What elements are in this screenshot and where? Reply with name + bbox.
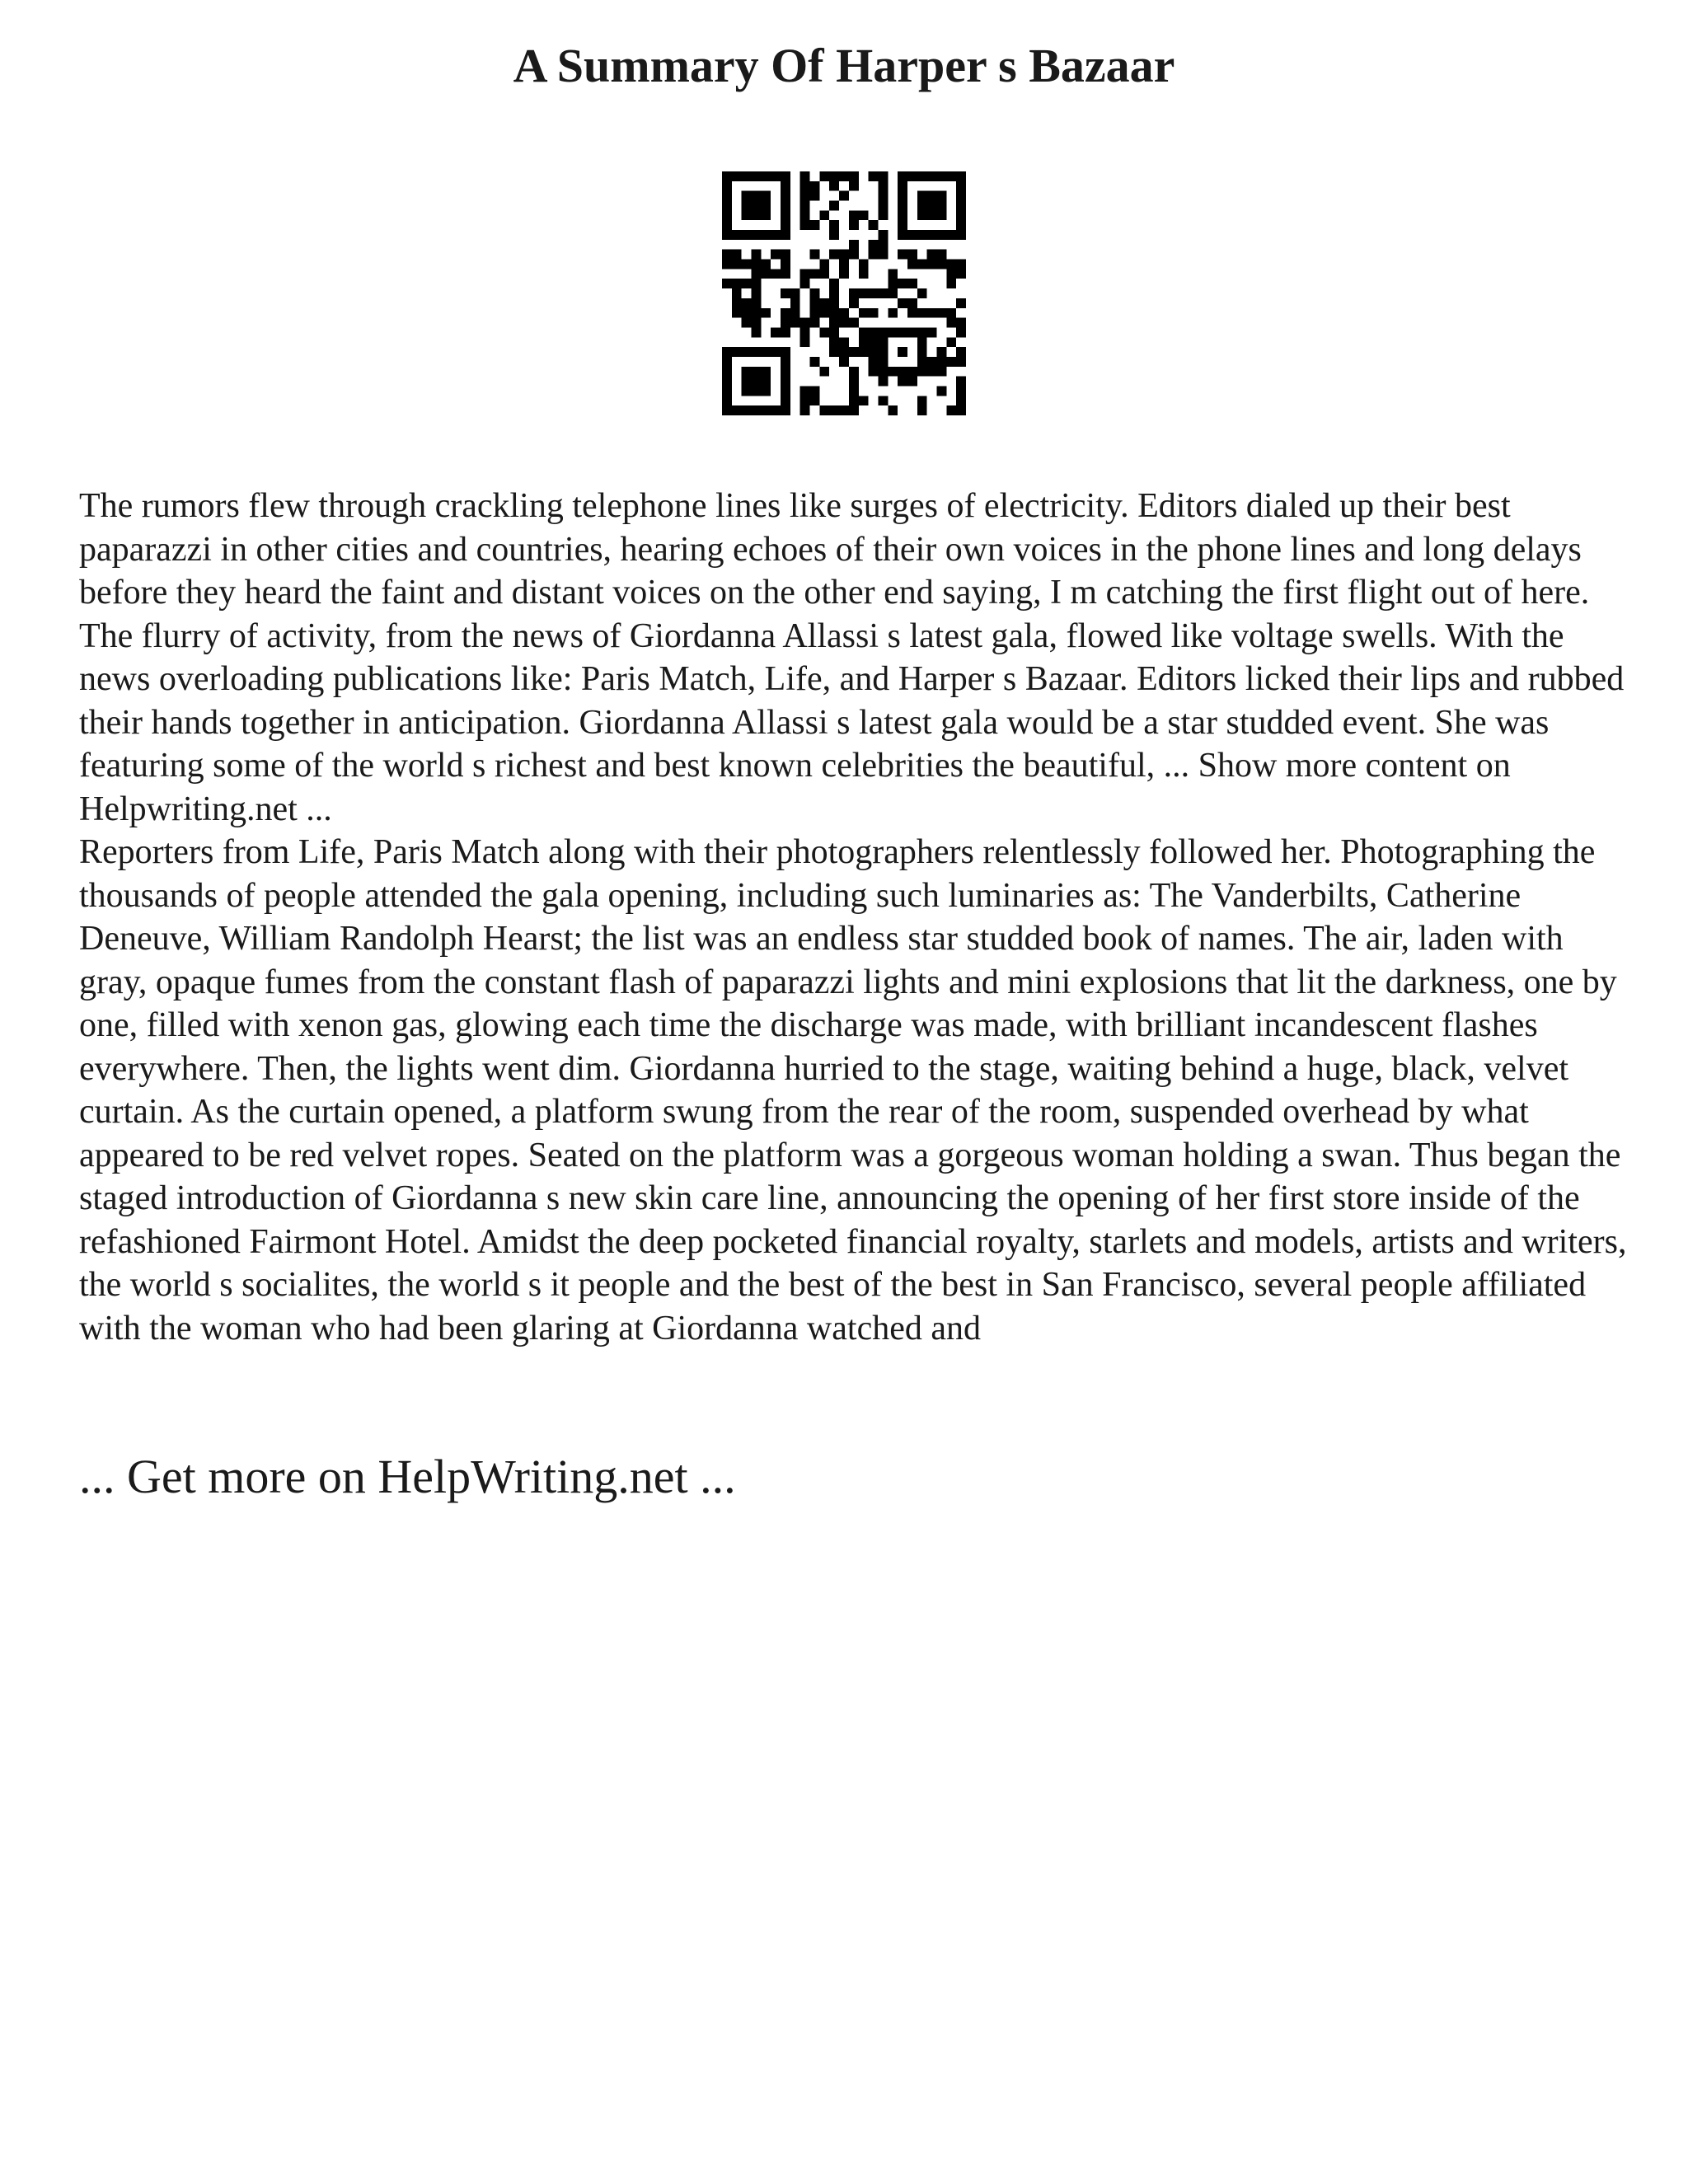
article-body: [79, 485, 1629, 1350]
paragraph-2: Reporters from Life, Paris Match along with their photographers relentlessly followed her. Photographing the thousands of people attended the gala opening, including such luminaries as: The Vanderbilts, Catherine Deneuve, William Randolph Hearst; the list was an endless star studded book of names. The air, laden with gray, opaque fumes from the constant flash of paparazzi lights and mini explosions that lit the darkness, one by one, filled with xenon gas, glowing each time the discharge was made, with brilliant incandescent flashes everywhere. Then, the lights went dim. Giordanna hurried to the stage, waiting behind a huge, black, velvet curtain. As the curtain opened, a platform swung from the rear of the room, suspended overhead by what appeared to be red velvet ropes. Seated on the platform was a gorgeous woman holding a swan. Thus began the staged introduction of Giordanna s new skin care line, announcing the opening of her first store inside of the refashioned Fairmont Hotel. Amidst the deep pocketed financial royalty, starlets and models, artists and writers, the world s socialites, the world s it people and the best of the best in San Francisco, several people affiliated with the woman who had been glaring at Giordanna watched and: [79, 833, 1627, 1347]
get-more-link[interactable]: ... Get more on HelpWriting.net ...: [79, 1450, 736, 1503]
page-title: A Summary Of Harper s Bazaar: [513, 39, 1175, 92]
paragraph-1: The rumors flew through crackling telephone lines like surges of electricity. Editors dialed up their best paparazzi in other cities and countries, hearing echoes of their own voices in the phone lines and long delays before they heard the faint and distant voices on the other end saying, I m catching the first flight out of here. The flurry of activity, from the news of Giordanna Allassi s latest gala, flowed like voltage swells. With the news overloading publications like: Paris Match, Life, and Harper s Bazaar. Editors licked their lips and rubbed their hands together in anticipation. Giordanna Allassi s latest gala would be a star studded event. She was featuring some of the world s richest and best known celebrities the beautiful, ... Show more content on Helpwriting.net ...: [79, 487, 1625, 828]
qr-code-icon: [722, 171, 966, 415]
